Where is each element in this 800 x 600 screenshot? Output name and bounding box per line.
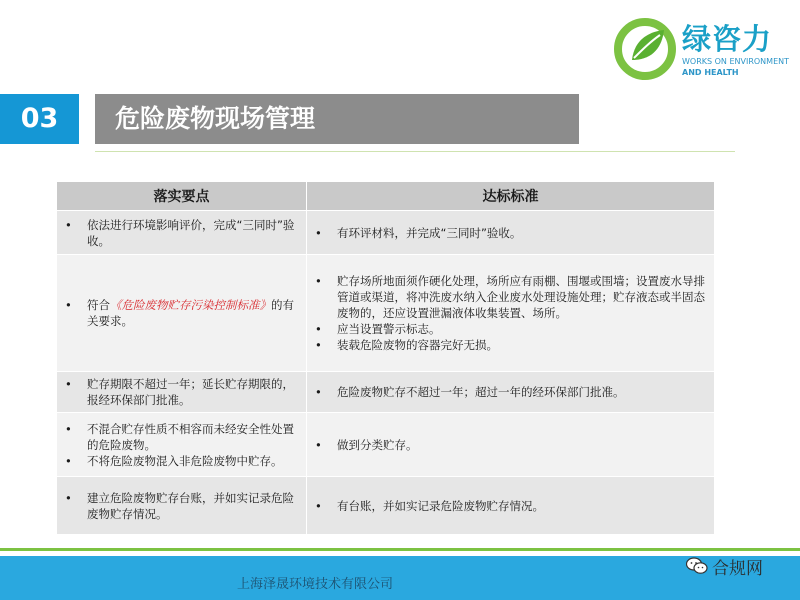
- section-number: 03: [0, 94, 79, 144]
- table-row: [57, 477, 715, 535]
- watermark: [686, 552, 763, 580]
- list-item: • 贮存场所地面须作硬化处理，场所应有雨棚、围堰或围墙；设置废水导排管道或渠道，将冲洗废水纳入企业废水处理设施处理；贮存液态或半固态废物的，还应设置泄漏液体收集装置、场所。: [337, 273, 708, 321]
- key-point-cell: [57, 255, 307, 372]
- standard-reference: 《危险废物贮存污染控制标准》: [110, 298, 271, 312]
- list-item: • 不混合贮存性质不相容而未经安全性处置的危险废物。: [87, 421, 300, 453]
- logo-tagline-2: AND HEALTH: [682, 68, 739, 77]
- list-item: • 有环评材料，并完成“三同时”验收。: [337, 225, 708, 241]
- table-header-row: [57, 182, 715, 211]
- list-item: • 贮存期限不超过一年；延长贮存期限的，报经环保部门批准。: [87, 376, 300, 408]
- leaf-logo-icon: [612, 16, 678, 82]
- standard-cell: [307, 372, 715, 413]
- table-row: [57, 255, 715, 372]
- list-item: [87, 297, 300, 329]
- key-point-cell: [57, 477, 307, 535]
- footer-divider: [0, 548, 800, 551]
- list-item: • 危险废物贮存不超过一年；超过一年的经环保部门批准。: [337, 384, 708, 400]
- company-name: 上海泽晟环境技术有限公司: [237, 577, 394, 592]
- title-bar: [95, 94, 579, 144]
- footer-bar: [0, 556, 800, 600]
- logo-tagline-1: WORKS ON ENVIRONMENT: [682, 57, 789, 66]
- list-item: • 不将危险废物混入非危险废物中贮存。: [87, 453, 300, 469]
- table-row: [57, 372, 715, 413]
- requirements-table: [56, 181, 715, 535]
- list-item: • 建立危险废物贮存台账，并如实记录危险废物贮存情况。: [87, 490, 300, 522]
- page-title: 危险废物现场管理: [115, 104, 316, 133]
- list-item: • 装载危险废物的容器完好无损。: [337, 337, 708, 353]
- list-item: • 依法进行环境影响评价，完成“三同时”验收。: [87, 217, 300, 249]
- company-logo: [612, 14, 792, 84]
- list-item: • 有台账，并如实记录危险废物贮存情况。: [337, 498, 708, 514]
- header-standards: 达标标准: [307, 182, 715, 211]
- wechat-icon: [686, 557, 708, 575]
- standard-cell: [307, 477, 715, 535]
- point-suffix: 的有关要求。: [87, 298, 294, 328]
- key-point-cell: [57, 372, 307, 413]
- standard-cell: [307, 211, 715, 255]
- key-point-cell: [57, 211, 307, 255]
- list-item: • 做到分类贮存。: [337, 437, 708, 453]
- logo-name: 绿咨力: [682, 22, 773, 56]
- table-row: [57, 413, 715, 477]
- standard-cell: [307, 413, 715, 477]
- header-key-points: 落实要点: [57, 182, 307, 211]
- table-row: [57, 211, 715, 255]
- standard-cell: [307, 255, 715, 372]
- list-item: • 应当设置警示标志。: [337, 321, 708, 337]
- title-divider: [95, 151, 735, 152]
- key-point-cell: [57, 413, 307, 477]
- point-prefix: 符合: [87, 298, 110, 312]
- watermark-text: 合规网: [712, 558, 763, 579]
